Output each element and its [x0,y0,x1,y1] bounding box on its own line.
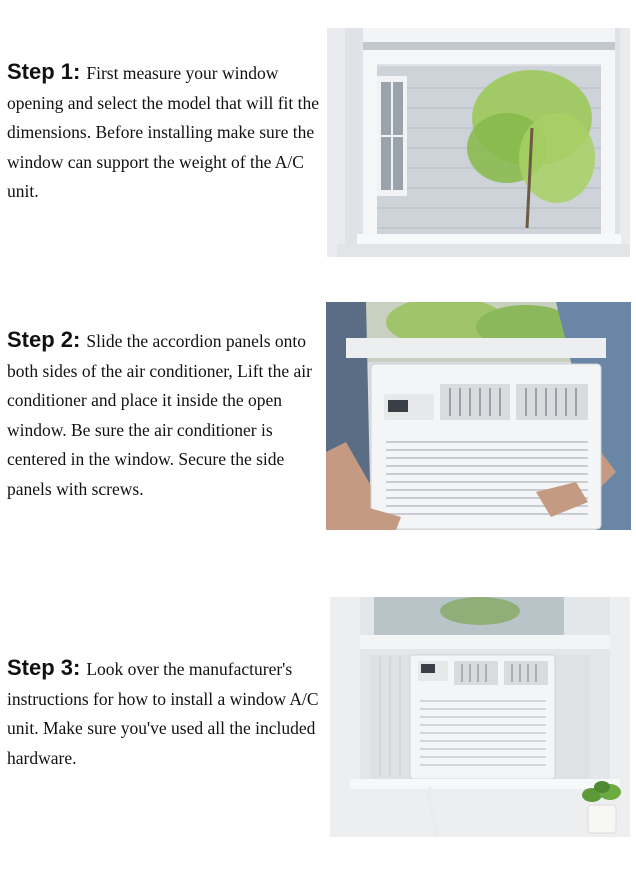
step-3-label: Step 3: [7,655,81,680]
step-3-description: Look over the manufacturer's instructions for how to install a window A/C unit. Make sure you've used all the included hardware. [7,659,319,768]
step-2-photo [326,302,631,530]
step-2-label: Step 2: [7,327,81,352]
step-2-description: Slide the accordion panels onto both sides of the air conditioner, Lift the air conditioner and place it inside the open window. Be sure the air conditioner is centered in the window. Secure the side panels with screws. [7,331,312,499]
step-1-text [7,57,322,207]
step-3-photo [330,597,630,837]
step-2-text [7,325,325,504]
step-1-photo [327,28,630,257]
step-1-description: First measure your window opening and select the model that will fit the dimensions. Before installing make sure the window can support the weight of the A/C unit. [7,63,320,201]
step-1-label: Step 1: [7,59,81,84]
step-3-text [7,653,329,773]
